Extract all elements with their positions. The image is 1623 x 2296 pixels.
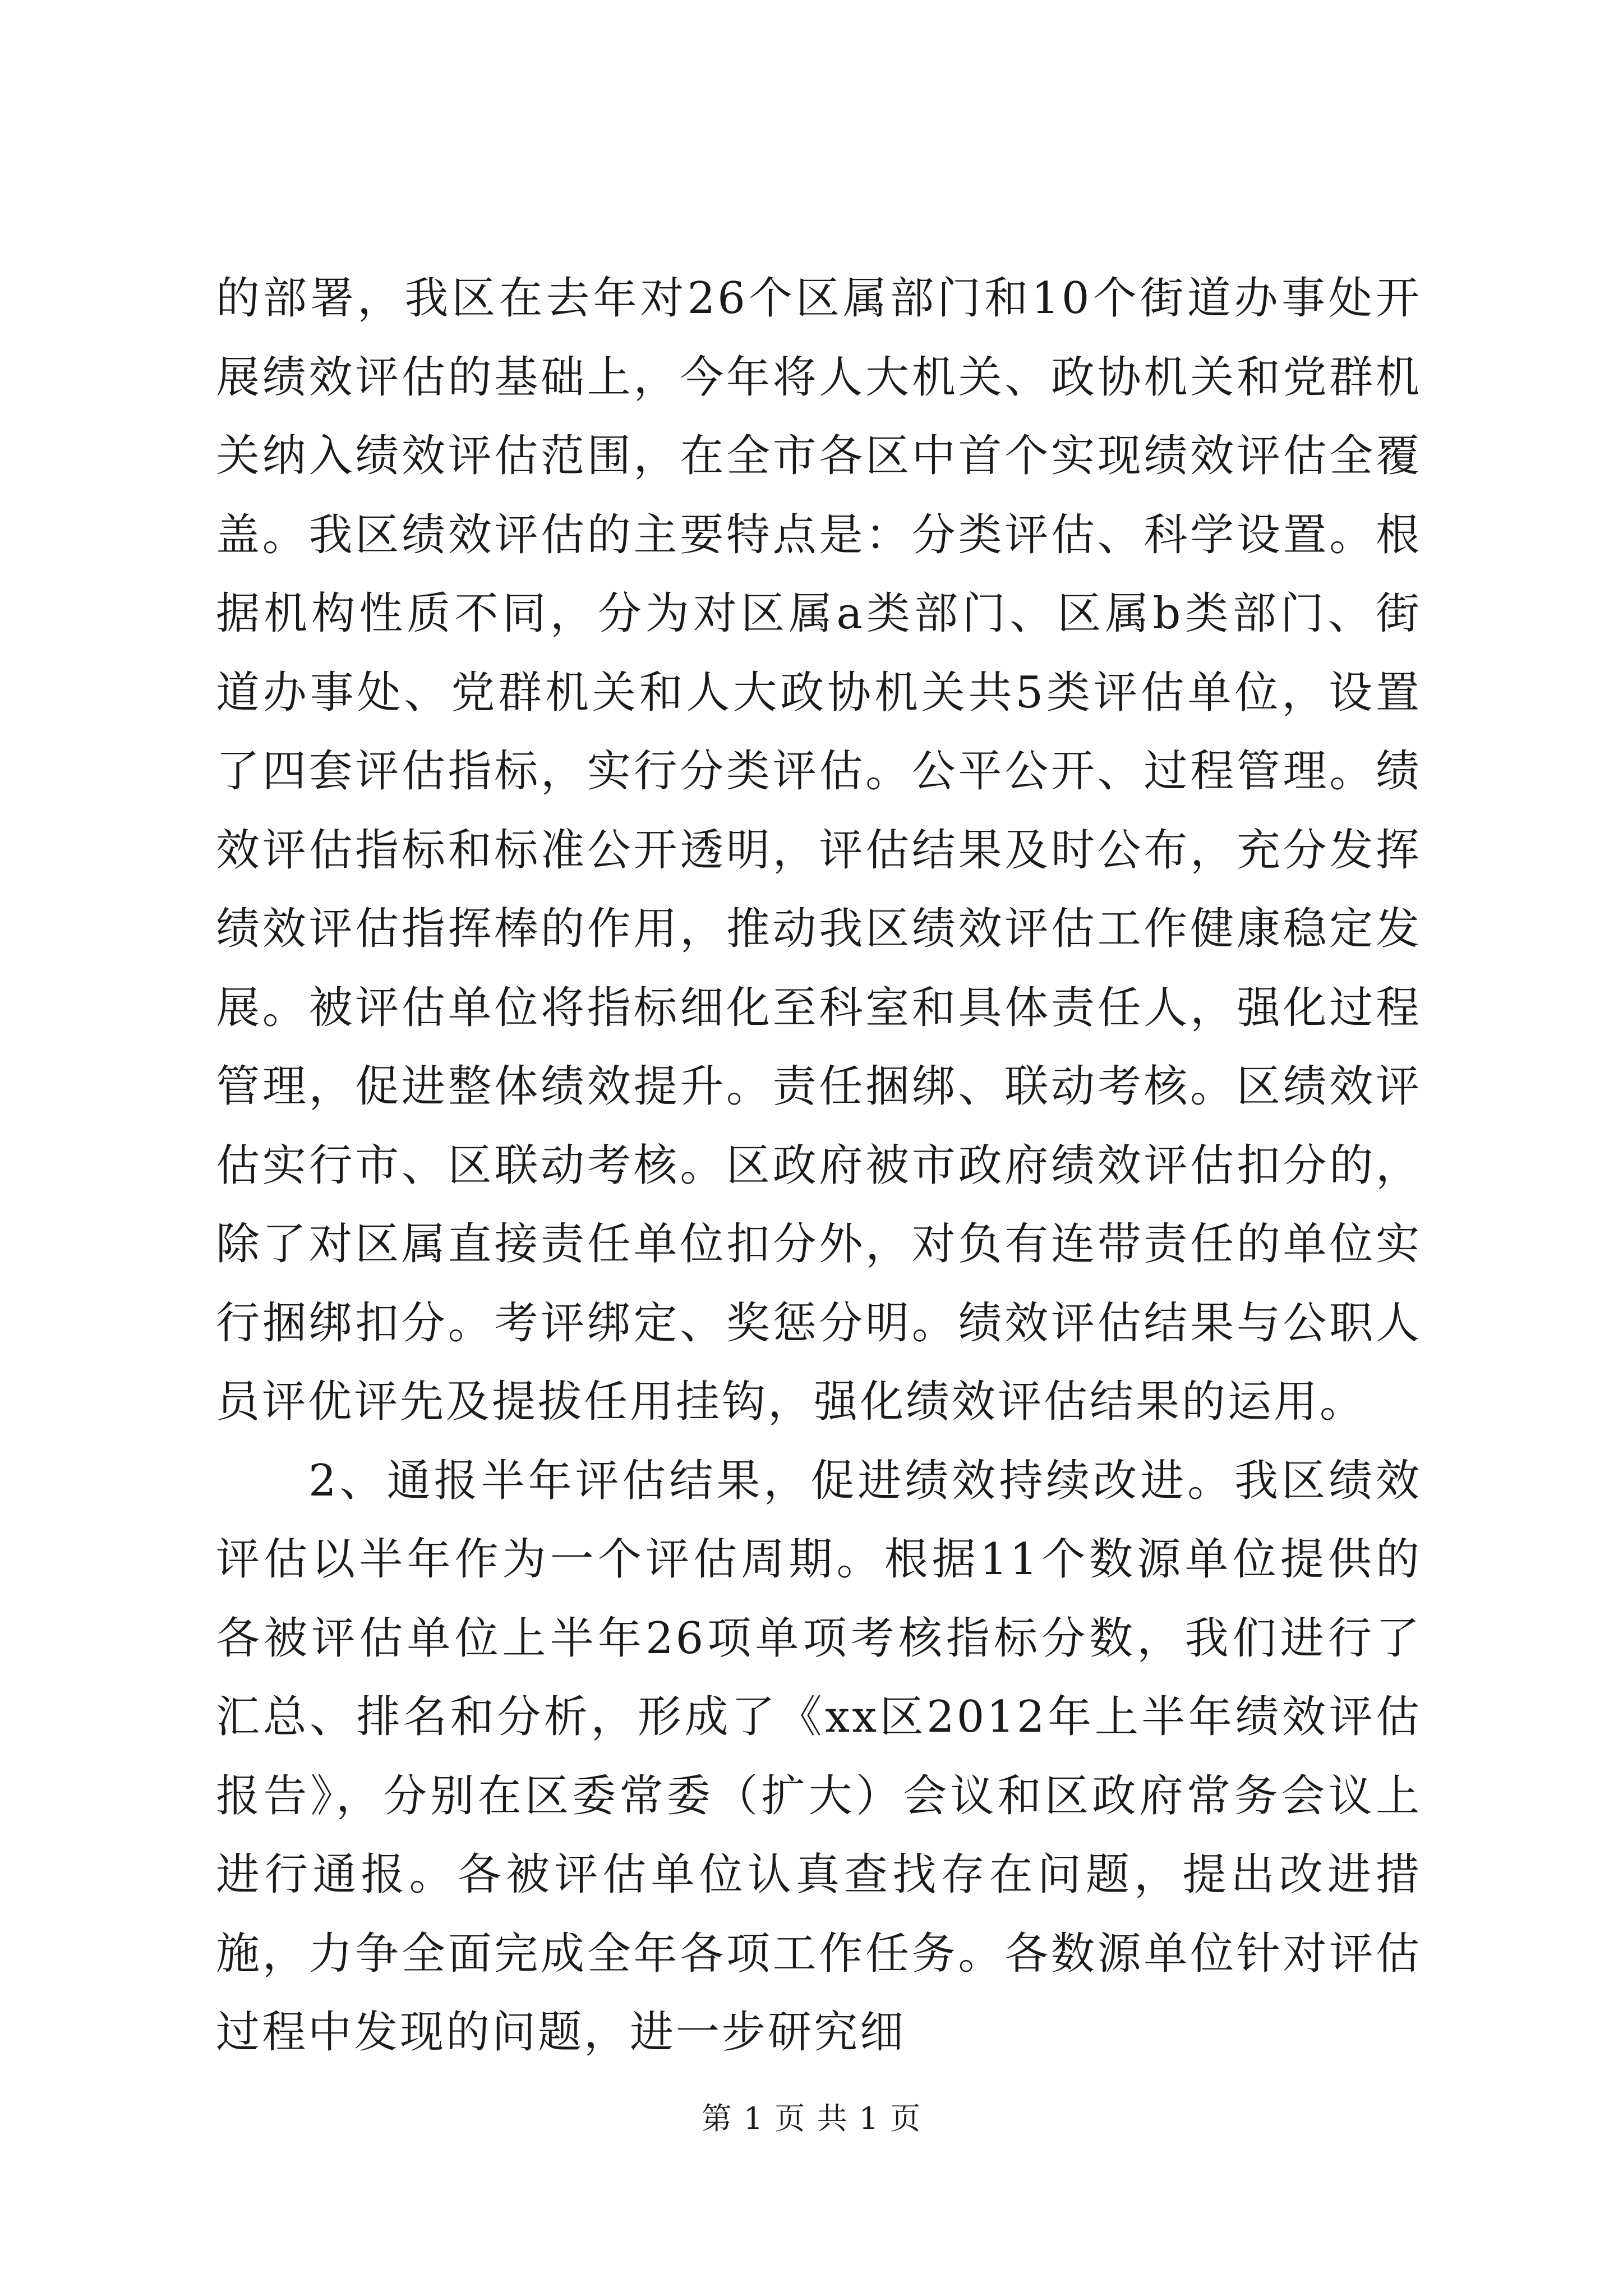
document-body [216, 259, 1422, 2072]
paragraph-1: 的部署，我区在去年对26个区属部门和10个街道办事处开展绩效评估的基础上，今年将人大机关、政协机关和党群机关纳入绩效评估范围，在全市各区中首个实现绩效评估全覆盖。我区绩效评估的主要特点是：分类评估、科学设置。根据机构性质不同，分为对区属a类部门、区属b类部门、街道办事处、党群机关和人大政协机关共5类评估单位，设置了四套评估指标，实行分类评估。公平公开、过程管理。绩效评估指标和标准公开透明，评估结果及时公布，充分发挥绩效评估指挥棒的作用，推动我区绩效评估工作健康稳定发展。被评估单位将指标细化至科室和具体责任人，强化过程管理，促进整体绩效提升。责任捆绑、联动考核。区绩效评估实行市、区联动考核。区政府被市政府绩效评估扣分的，除了对区属直接责任单位扣分外，对负有连带责任的单位实行捆绑扣分。考评绑定、奖惩分明。绩效评估结果与公职人员评优评先及提拔任用挂钩，强化绩效评估结果的运用。 [216, 273, 1422, 1427]
paragraph-2: 2、通报半年评估结果，促进绩效持续改进。我区绩效评估以半年作为一个评估周期。根据11个数源单位提供的各被评估单位上半年26项单项考核指标分数，我们进行了汇总、排名和分析，形成了《xx区2012年上半年绩效评估报告》，分别在区委常委（扩大）会议和区政府常务会议上进行通报。各被评估单位认真查找存在问题，提出改进措施，力争全面完成全年各项工作任务。各数源单位针对评估过程中发现的问题，进一步研究细 [216, 1455, 1422, 2058]
page-footer: 第 1 页 共 1 页 [701, 2101, 922, 2136]
